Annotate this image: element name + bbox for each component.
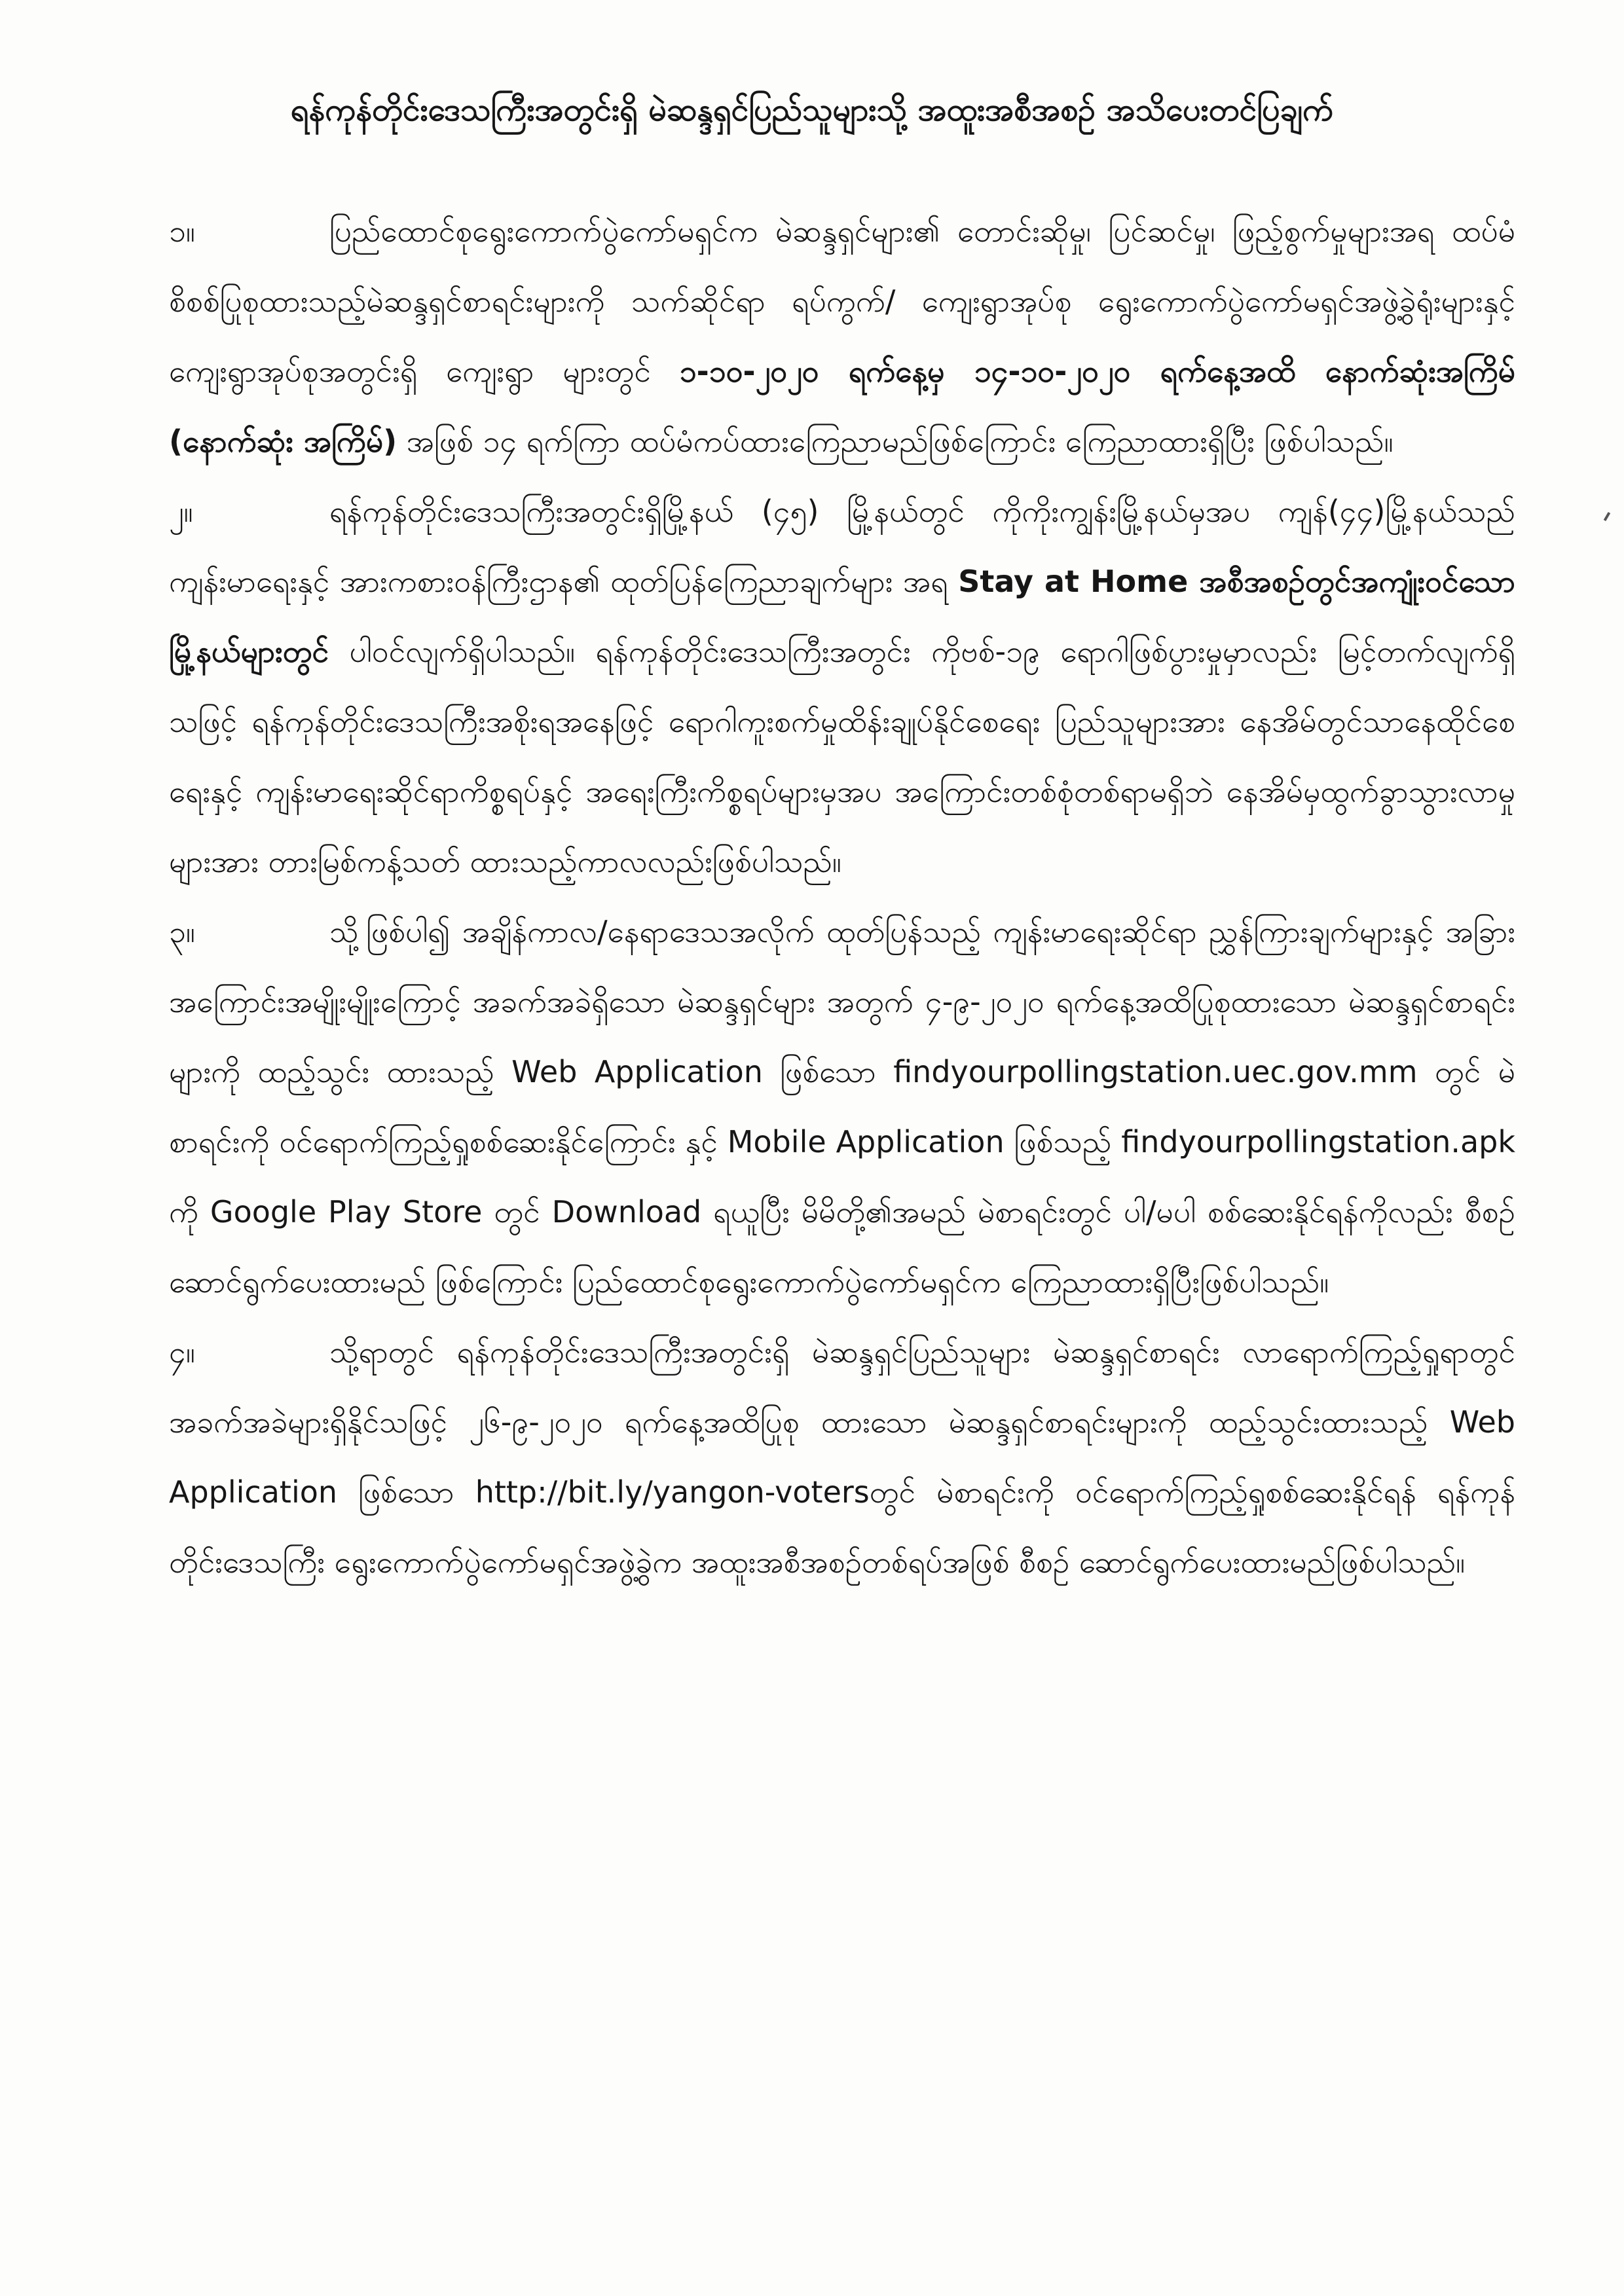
paragraph-3 <box>169 897 1515 1317</box>
scan-speck-mark <box>1604 512 1610 521</box>
paragraph-2 <box>169 477 1515 897</box>
paragraph-text: သို့ဖြစ်ပါ၍ အချိန်ကာလ/နေရာဒေသအလိုက် ထုတ်ပြန်သည့် ကျန်းမာရေးဆိုင်ရာ ညွှန်ကြားချက်များနှင့် အခြားအကြောင်းအမျိုးမျိုးကြောင့် အခက်အခဲရှိသော မဲဆန္ဒရှင်များ အတွက် ၄-၉-၂၀၂၀ ရက်နေ့အထိပြုစုထားသော မဲဆန္ဒရှင်စာရင်းများကို ထည့်သွင်း ထားသည့် Web Application ဖြစ်သော findyourpollingstation.uec.gov.mm တွင် မဲစာရင်းကို ဝင်ရောက်ကြည့်ရှုစစ်ဆေးနိုင်ကြောင်း နှင့် Mobile Application ဖြစ်သည့် findyourpollingstation.apk ကို Google Play Store တွင် Download ရယူပြီး မိမိတို့၏အမည် မဲစာရင်းတွင် ပါ/မပါ စစ်ဆေးနိုင်ရန်ကိုလည်း စီစဉ်ဆောင်ရွက်ပေးထားမည် ဖြစ်ကြောင်း ပြည်ထောင်စုရွေးကောက်ပွဲကော်မရှင်က ကြေညာထားရှိပြီးဖြစ်ပါသည်။ <box>169 914 1515 1300</box>
paragraph-text: သို့ရာတွင် ရန်ကုန်တိုင်းဒေသကြီးအတွင်းရှိ မဲဆန္ဒရှင်ပြည်သူများ မဲဆန္ဒရှင်စာရင်း လာရောက်ကြည့်ရှုရာတွင် အခက်အခဲများရှိနိုင်သဖြင့် ၂၆-၉-၂၀၂၀ ရက်နေ့အထိပြုစု ထားသော မဲဆန္ဒရှင်စာရင်းများကို ထည့်သွင်းထားသည့် Web Application ဖြစ်သော http://bit.ly/yangon-votersတွင် မဲစာရင်းကို ဝင်ရောက်ကြည့်ရှုစစ်ဆေးနိုင်ရန် ရန်ကုန် တိုင်းဒေသကြီး ရွေးကောက်ပွဲကော်မရှင်အဖွဲ့ခွဲက အထူးအစီအစဉ်တစ်ရပ်အဖြစ် စီစဉ် ဆောင်ရွက်ပေးထားမည်ဖြစ်ပါသည်။ <box>169 1334 1515 1580</box>
paragraph-1 <box>169 196 1515 477</box>
document-body <box>169 196 1515 1597</box>
paragraph-number: ၂။ <box>169 494 193 529</box>
document-title: ရန်ကုန်တိုင်းဒေသကြီးအတွင်းရှိ မဲဆန္ဒရှင်ပြည်သူများသို့ အထူးအစီအစဉ် အသိပေးတင်ပြချက် <box>290 92 1334 128</box>
paragraph-number: ၁။ <box>169 213 195 249</box>
paragraph-4 <box>169 1317 1515 1597</box>
paragraph-text: ရန်ကုန်တိုင်းဒေသကြီးအတွင်းရှိမြို့နယ် (၄၅) မြို့နယ်တွင် ကိုကိုးကျွန်းမြို့နယ်မှအပ ကျန်(၄၄)မြို့နယ်သည် ကျန်းမာရေးနှင့် အားကစားဝန်ကြီးဌာန၏ ထုတ်ပြန်ကြေညာချက်များ အရ <box>169 494 1515 599</box>
paragraph-text: အဖြစ် ၁၄ ရက်ကြာ ထပ်မံကပ်ထားကြေညာမည်ဖြစ်ကြောင်း ကြေညာထားရှိပြီး ဖြစ်ပါသည်။ <box>406 424 1393 459</box>
paragraph-text: ပါဝင်လျက်ရှိပါသည်။ ရန်ကုန်တိုင်းဒေသကြီးအတွင်း ကိုဗစ်-၁၉ ရောဂါဖြစ်ပွားမှုမှာလည်း မြင့်တက်လျက်ရှိသဖြင့် ရန်ကုန်တိုင်းဒေသကြီးအစိုးရအနေဖြင့် ရောဂါကူးစက်မှုထိန်းချုပ်နိုင်စေရေး ပြည်သူများအား နေအိမ်တွင်သာနေထိုင်စေရေးနှင့် ကျန်းမာရေးဆိုင်ရာကိစ္စရပ်နှင့် အရေးကြီးကိစ္စရပ်များမှအပ အကြောင်းတစ်စုံတစ်ရာမရှိဘဲ နေအိမ်မှထွက်ခွာသွားလာမှုများအား တားမြစ်ကန့်သတ် ထားသည့်ကာလလည်းဖြစ်ပါသည်။ <box>169 634 1515 879</box>
paragraph-bold-text: ၁-၁၀-၂၀၂၀ ရက်နေ့မှ ၁၄-၁၀-၂၀၂၀ ရက်နေ့အထိ နောက်ဆုံးအကြိမ် (နောက်ဆုံး အကြိမ်) <box>169 354 1516 459</box>
paragraph-number: ၄။ <box>169 1334 195 1370</box>
paragraph-number: ၃။ <box>169 914 195 949</box>
paragraph-text: ပြည်ထောင်စုရွေးကောက်ပွဲကော်မရှင်က မဲဆန္ဒရှင်များ၏ တောင်းဆိုမှု၊ ပြင်ဆင်မှု၊ ဖြည့်စွက်မှုများအရ ထပ်မံစိစစ်ပြုစုထားသည့်မဲဆန္ဒရှင်စာရင်းများကို သက်ဆိုင်ရာ ရပ်ကွက်/ ကျေးရွာအုပ်စု ရွေးကောက်ပွဲကော်မရှင်အဖွဲ့ခွဲရုံးများနှင့် ကျေးရွာအုပ်စုအတွင်းရှိ ကျေးရွာ များတွင် <box>169 213 1515 389</box>
paragraph-bold-text: Stay at Home အစီအစဉ်တွင်အကျုံးဝင်သောမြို့နယ်များတွင် <box>169 564 1515 669</box>
